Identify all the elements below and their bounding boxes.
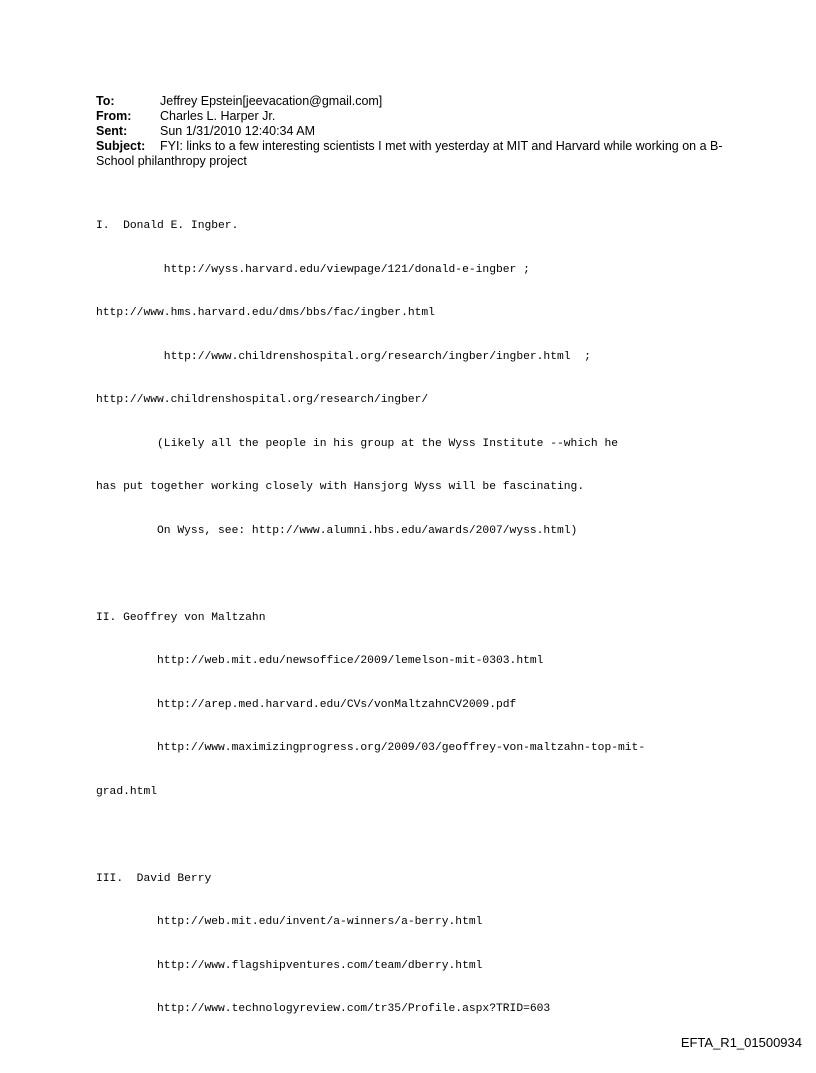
body-link-line: http://www.childrenshospital.org/research/ingber/ingber.html ; <box>96 350 591 363</box>
body-link-line: http://www.flagshipventures.com/team/dberry.html <box>96 959 483 972</box>
sent-value: Sun 1/31/2010 12:40:34 AM <box>160 124 315 138</box>
paragraph-gap <box>96 567 776 582</box>
sent-row <box>96 124 736 139</box>
subject-label: Subject: <box>96 139 146 153</box>
body-link-line: grad.html <box>96 785 158 798</box>
body-link-line: http://www.childrenshospital.org/research/ingber/ <box>96 394 429 406</box>
body-line: II. Geoffrey von Maltzahn <box>96 611 266 624</box>
from-value: Charles L. Harper Jr. <box>160 109 276 123</box>
body-link-line: http://www.maximizingprogress.org/2009/03/geoffrey-von-maltzahn-top-mit- <box>96 742 646 754</box>
paragraph-gap <box>96 828 776 843</box>
from-row <box>96 109 736 124</box>
body-link-line: http://www.hms.harvard.edu/dms/bbs/fac/ingber.html <box>96 307 435 319</box>
to-value: Jeffrey Epstein[jeevacation@gmail.com] <box>160 94 383 108</box>
body-line: On Wyss, see: http://www.alumni.hbs.edu/awards/2007/wyss.html) <box>96 524 578 537</box>
body-line: III. David Berry <box>96 872 212 885</box>
body-line: (Likely all the people in his group at the Wyss Institute --which he <box>96 437 619 450</box>
document-id: EFTA_R1_01500934 <box>680 1035 802 1050</box>
body-link-line: http://wyss.harvard.edu/viewpage/121/donald-e-ingber ; <box>96 263 530 276</box>
subject-value: FYI: links to a few interesting scientists I met with yesterday at MIT and Harvard while working on a B-School philanthropy project <box>96 139 723 168</box>
body-line: I. Donald E. Ingber. <box>96 220 239 232</box>
to-label: To: <box>96 94 115 108</box>
email-header <box>96 94 736 169</box>
body-link-line: http://web.mit.edu/newsoffice/2009/lemelson-mit-0303.html <box>96 655 544 667</box>
body-link-line: http://arep.med.harvard.edu/CVs/vonMaltzahnCV2009.pdf <box>96 698 517 711</box>
email-body <box>96 190 776 1031</box>
from-label: From: <box>96 109 132 123</box>
subject-row <box>96 139 736 169</box>
body-link-line: http://web.mit.edu/invent/a-winners/a-berry.html <box>96 916 483 928</box>
to-row <box>96 94 736 109</box>
body-line: has put together working closely with Hansjorg Wyss will be fascinating. <box>96 481 585 493</box>
sent-label: Sent: <box>96 124 128 138</box>
body-link-line: http://www.technologyreview.com/tr35/Profile.aspx?TRID=603 <box>96 1003 551 1015</box>
